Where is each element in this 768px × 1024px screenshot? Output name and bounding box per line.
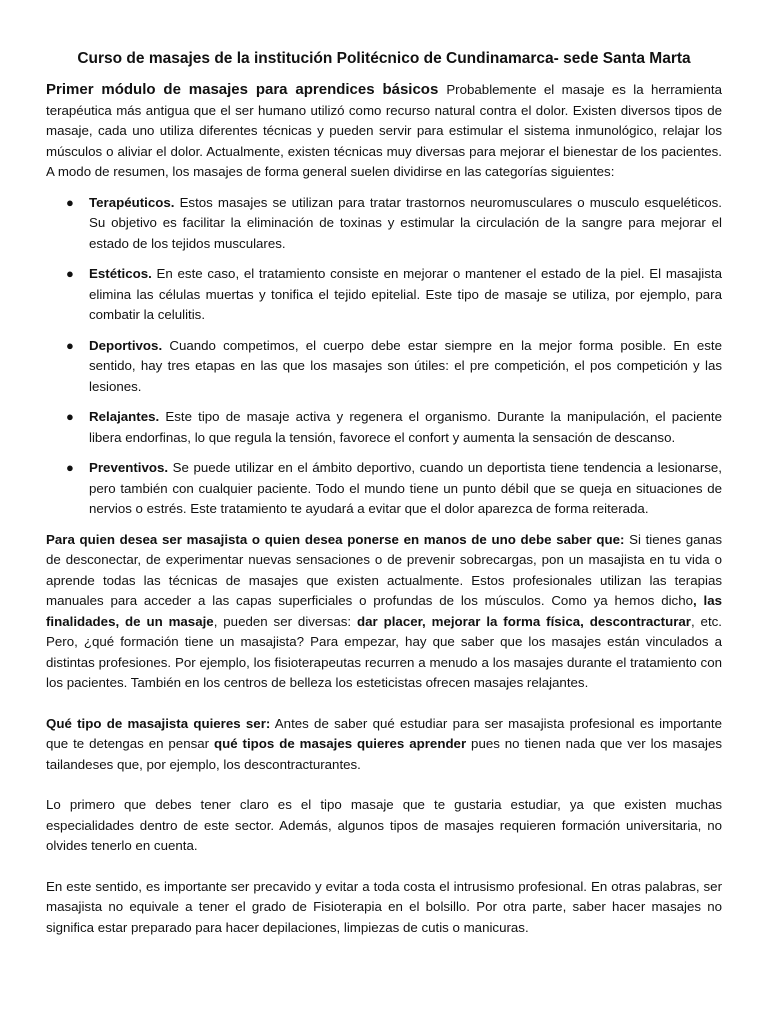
intro-text: Probablemente el masaje es la herramienta terapéutica más antigua que el ser humano utilizó como recurso natural contra el dolor. Existen diversos tipos de masaje, cada uno utiliza diferentes técnicas y pueden servir para estimular el sistema inmunológico, relajar los músculos o aliviar el dolor. Actualmente, existen técnicas muy diversas para mejorar el bienestar de los pacientes. A modo de resumen, los masajes de forma general suelen dividirse en las categorías siguientes:: [46, 82, 722, 179]
list-item-text: Estos masajes se utilizan para tratar trastornos neuromusculares o musculo esqueléticos. Su objetivo es facilitar la eliminación de toxinas y estimular la circulación de la sangre para mejorar el estado de los tejidos musculares.: [89, 194, 722, 251]
list-item-term: Terapéuticos.: [89, 194, 175, 210]
module-heading: Primer módulo de masajes para aprendices básicos: [46, 81, 439, 98]
bullet-icon: ●: [66, 194, 74, 210]
list-item: [46, 193, 722, 255]
list-item-term: Preventivos.: [89, 460, 169, 475]
masseur-type-paragraph: [46, 714, 722, 776]
list-item-text: Se puede utilizar en el ámbito deportivo, cuando un deportista tiene tendencia a lesionarse, pero también con cualquier paciente. Todo el mundo tiene un punto débil que se queja en situaciones de nervios o estrés. Este tratamiento te ayudará a evitar que el dolor aparezca de forma reiterada.: [89, 460, 722, 516]
paragraph-text: pues no tienen nada que ver los masajes tailandeses que, por ejemplo, los descontracturantes.: [46, 736, 722, 772]
list-item: [46, 407, 722, 448]
paragraph-text: , pueden ser diversas:: [213, 613, 358, 629]
bullet-icon: ●: [66, 266, 74, 281]
document-title: Curso de masajes de la institución Politécnico de Cundinamarca- sede Santa Marta: [77, 50, 691, 67]
massage-categories-list: [46, 193, 722, 520]
paragraph-emphasis: , las finalidades, de un masaje: [46, 593, 722, 629]
paragraph-lead: Para quien desea ser masajista o quien desea ponerse en manos de uno debe saber que:: [46, 531, 625, 547]
list-item: [46, 264, 722, 326]
list-item-term: Estéticos.: [89, 266, 152, 281]
paragraph-emphasis: dar placer, mejorar la forma física, descontracturar: [357, 613, 691, 629]
paragraph-lead: Qué tipo de masajista quieres ser:: [46, 715, 271, 731]
list-item-text: Cuando competimos, el cuerpo debe estar siempre en la mejor forma posible. En este sentido, hay tres etapas en las que los masajes son útiles: el pre competición, el pos competición y las lesiones.: [89, 337, 722, 394]
list-item-term: Deportivos.: [89, 337, 163, 353]
bullet-icon: ●: [66, 460, 74, 475]
paragraph-emphasis: qué tipos de masajes quieres aprender: [213, 736, 467, 751]
paragraph-text: Si tienes ganas de desconectar, de experimentar nuevas sensaciones o de prevenir sobrecargas, pon un masajista en tu vida o aprende todas las técnicas de masajes que existen actualmente. Estos profesionales utilizan las terapias manuales para acceder a las capas superficiales o profundas de los músculos. Como ya hemos dicho: [46, 531, 722, 608]
intro-paragraph: [46, 80, 722, 183]
paragraph-text: , etc. Pero, ¿qué formación tiene un masajista? Para empezar, hay que saber que los masajes están vinculados a distintas profesiones. Por ejemplo, los fisioterapeutas recurren a menudo a los masajes durante el tratamiento con los pacientes. También en los centros de belleza los esteticistas ofrecen masajes relajantes.: [46, 613, 722, 690]
list-item: [46, 458, 722, 520]
who-should-know-paragraph: [46, 530, 722, 694]
bullet-icon: ●: [66, 337, 74, 353]
paragraph-text: Antes de saber qué estudiar para ser masajista profesional es importante que te detengas en pensar: [46, 715, 722, 751]
bullet-icon: ●: [66, 409, 74, 424]
list-item-term: Relajantes.: [89, 409, 160, 424]
list-item: [46, 336, 722, 398]
specialties-paragraph: Lo primero que debes tener claro es el tipo masaje que te gustaria estudiar, ya que existen muchas especialidades dentro de este sector. Además, algunos tipos de masajes requieren formación universitaria, no olvides tenerlo en cuenta.: [46, 797, 722, 853]
list-item-text: Este tipo de masaje activa y regenera el organismo. Durante la manipulación, el paciente libera endorfinas, lo que regula la tensión, favorece el confort y aumenta la sensación de descanso.: [89, 409, 722, 445]
intrusion-paragraph: En este sentido, es importante ser precavido y evitar a toda costa el intrusismo profesional. En otras palabras, ser masajista no equivale a tener el grado de Fisioterapia en el bolsillo. Por otra parte, saber hacer masajes no significa estar preparado para hacer depilaciones, limpiezas de cutis o manicuras.: [46, 878, 722, 935]
list-item-text: En este caso, el tratamiento consiste en mejorar o mantener el estado de la piel. El masajista elimina las células muertas y tonifica el tejido epitelial. Este tipo de masaje se utiliza, por ejemplo, para combatir la celulitis.: [89, 266, 722, 322]
